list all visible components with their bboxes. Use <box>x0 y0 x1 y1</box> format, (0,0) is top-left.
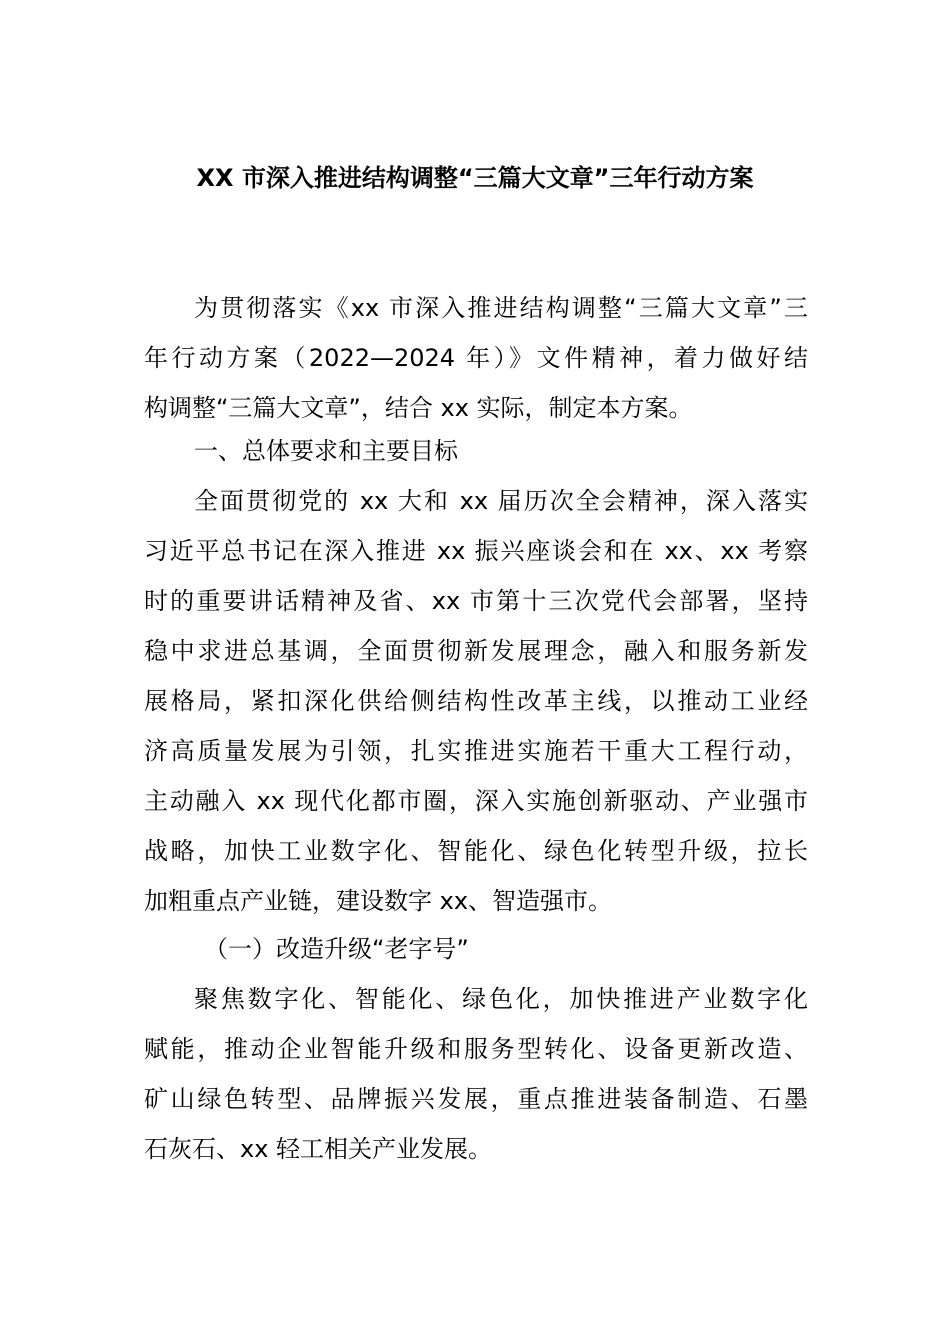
paragraph-line: 加粗重点产业链，建设数字 xx、智造强市。 <box>144 887 613 915</box>
paragraph-requirements <box>144 476 808 926</box>
paragraph-line: 全面贯彻党的 xx 大和 xx 届历次全会精神，深入落实 <box>194 487 808 515</box>
paragraph-line: 展格局，紧扣深化供给侧结构性改革主线，以推动工业经 <box>144 687 808 715</box>
paragraph-intro <box>144 283 808 433</box>
paragraph-line: 济高质量发展为引领，扎实推进实施若干重大工程行动， <box>144 737 808 765</box>
paragraph-line: 稳中求进总基调，全面贯彻新发展理念，融入和服务新发 <box>144 637 808 665</box>
document-title: XX 市深入推进结构调整“三篇大文章”三年行动方案 <box>196 164 754 192</box>
subsection-heading: （一）改造升级“老字号” <box>204 935 469 963</box>
paragraph-line: 时的重要讲话精神及省、xx 市第十三次党代会部署，坚持 <box>144 587 808 615</box>
paragraph-line: 为贯彻落实《xx 市深入推进结构调整“三篇大文章”三 <box>194 294 808 322</box>
paragraph-line: 聚焦数字化、智能化、绿色化，加快推进产业数字化 <box>194 985 808 1013</box>
paragraph-line: 主动融入 xx 现代化都市圈，深入实施创新驱动、产业强市 <box>144 787 808 815</box>
section-heading: 一、总体要求和主要目标 <box>194 437 458 465</box>
paragraph-line: 石灰石、xx 轻工相关产业发展。 <box>144 1135 493 1163</box>
paragraph-old-brands <box>144 974 808 1174</box>
paragraph-line: 习近平总书记在深入推进 xx 振兴座谈会和在 xx、xx 考察 <box>144 537 808 565</box>
subsection-heading-old-brands <box>144 924 808 974</box>
paragraph-line: 年行动方案（2022—2024 年）》文件精神，着力做好结 <box>144 344 808 372</box>
paragraph-line: 赋能，推动企业智能升级和服务型转化、设备更新改造、 <box>144 1035 808 1063</box>
paragraph-line: 构调整“三篇大文章”，结合 xx 实际，制定本方案。 <box>144 394 693 422</box>
paragraph-line: 战略，加快工业数字化、智能化、绿色化转型升级，拉长 <box>144 837 808 865</box>
paragraph-line: 矿山绿色转型、品牌振兴发展，重点推进装备制造、石墨 <box>144 1085 808 1113</box>
section-heading-overall <box>144 426 808 476</box>
